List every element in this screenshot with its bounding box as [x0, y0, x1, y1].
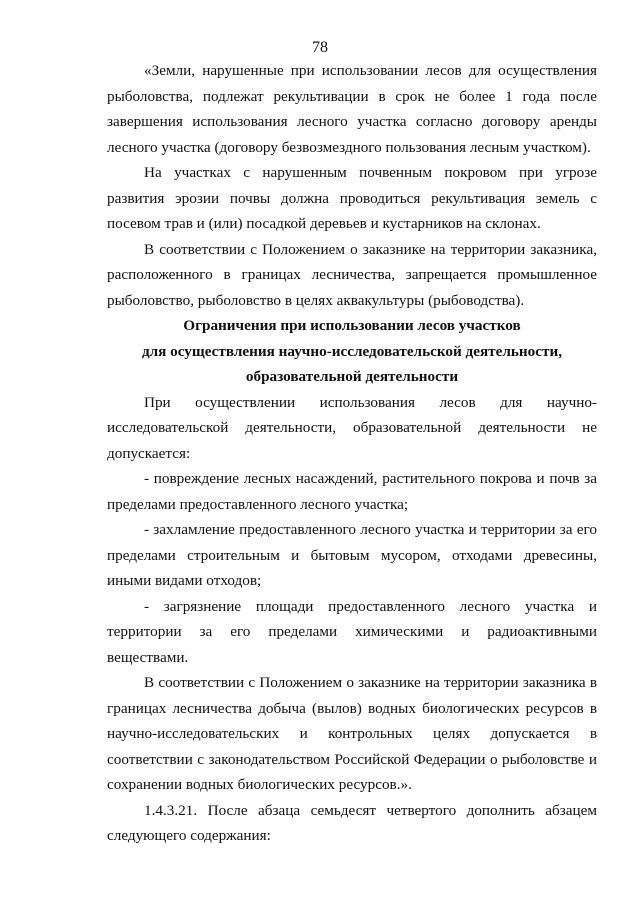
page-number: 78 — [312, 39, 328, 56]
paragraph-research-restrictions: При осуществлении использования лесов для научно-исследовательской деятельности, образовательной деятельности не допускается: — [107, 393, 597, 462]
paragraph-aquatic-resources: В соответствии с Положением о заказнике на территории заказника в границах лесничества добыча (вылов) водных биологических ресурсов в научно-исследовательских и контрольных целях допускается в соответствии с законодательством Российской Федерации о рыболовстве и сохранении водных биологических ресурсов.». — [107, 674, 597, 793]
document-body — [107, 58, 597, 849]
paragraph-erosion: На участках с нарушенным почвенным покровом при угрозе развития эрозии почвы должна проводиться рекультивация земель с посевом трав и (или) посадкой деревьев и кустарников на склонах. — [107, 164, 597, 232]
list-item-littering: - захламление предоставленного лесного участка и территории за его пределами строительным и бытовым мусором, отходами древесины, иными видами отходов; — [107, 521, 597, 589]
section-heading-line-3: образовательной деятельности — [245, 368, 459, 385]
list-item-damage: - повреждение лесных насаждений, растительного покрова и почв за пределами предоставленного лесного участка; — [107, 470, 597, 513]
paragraph-land-reclamation: «Земли, нарушенные при использовании лесов для осуществления рыболовства, подлежат рекультивации в срок не более 1 года после завершения использования лесного участка согласно договору аренды лесного участка (договору безвозмездного пользования лесным участком). — [107, 62, 597, 156]
paragraph-amendment: 1.4.3.21. После абзаца семьдесят четвертого дополнить абзацем следующего содержания: — [107, 801, 597, 844]
section-heading-line-2: для осуществления научно-исследовательской деятельности, — [141, 342, 563, 360]
list-item-pollution: - загрязнение площади предоставленного лесного участка и территории за его пределами химическими и радиоактивными веществами. — [107, 597, 597, 666]
section-heading-line-1: Ограничения при использовании лесов участков — [183, 317, 521, 334]
paragraph-reserve-fishing: В соответствии с Положением о заказнике на территории заказника, расположенного в границах лесничества, запрещается промышленное рыболовство, рыболовство в целях аквакультуры (рыбоводства). — [107, 240, 597, 309]
